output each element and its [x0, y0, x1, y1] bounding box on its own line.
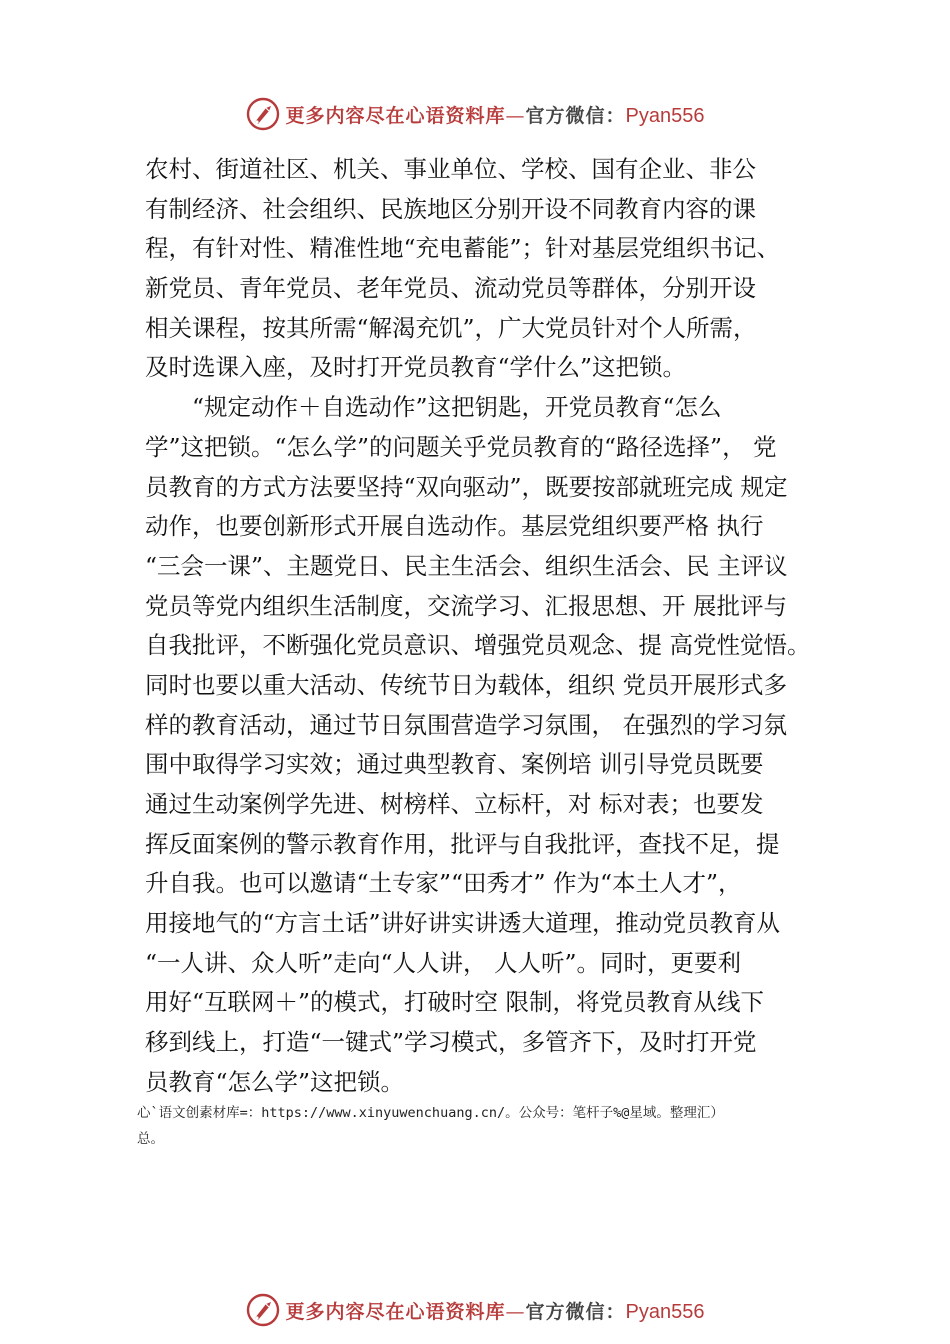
banner-text — [286, 101, 705, 128]
body-line: 农村、街道社区、机关、事业单位、学校、国有企业、非公 — [145, 155, 756, 183]
body-line: 通过生动案例学先进、树榜样、立标杆，对 标对表；也要发 — [145, 790, 764, 818]
body-line: “三会一课”、主题党日、民主生活会、组织生活会、民 主评议 — [145, 551, 788, 580]
body-line: 挥反面案例的警示教育作用，批评与自我批评，查找不足，提 — [145, 829, 780, 858]
body-line: 员教育的方式方法要坚持“双向驱动”，既要按部就班完成 规定 — [145, 472, 788, 501]
body-line: 及时选课入座，及时打开党员教育“学什么”这把锁。 — [145, 353, 687, 382]
body-line: 用接地气的“方言土话”讲好讲实讲透大道理，推动党员教育从 — [145, 909, 781, 938]
body-line: 动作，也要创新形式开展自选动作。基层党组织要严格 执行 — [145, 512, 764, 541]
pen-nib-logo-icon — [246, 1293, 280, 1327]
banner-wechat-id: Pyan556 — [625, 1300, 705, 1323]
footer-banner — [0, 1290, 950, 1330]
document-body — [145, 150, 835, 1103]
body-line: 移到线上，打造“一键式”学习模式，多管齐下，及时打开党 — [145, 1028, 757, 1057]
body-line: 新党员、青年党员、老年党员、流动党员等群体，分别开设 — [145, 274, 756, 303]
body-line: 同时也要以重大活动、传统节日为载体，组织 党员开展形式多 — [145, 670, 787, 699]
body-line: 相关课程，按其所需“解渴充饥”，广大党员针对个人所需， — [145, 313, 757, 342]
body-line: 党员等党内组织生活制度，交流学习、汇报思想、开 展批评与 — [145, 591, 787, 620]
footnote-line: 总。 — [137, 1131, 164, 1147]
pen-nib-logo-icon — [246, 97, 280, 131]
body-line: 有制经济、社会组织、民族地区分别开设不同教育内容的课 — [145, 194, 756, 223]
body-line: “一人讲、众人听”走向“人人讲， 人人听”。同时，更要利 — [145, 948, 742, 977]
body-line: 程，有针对性、精准性地“充电蓄能”；针对基层党组织书记、 — [145, 234, 781, 263]
banner-text — [286, 1297, 705, 1324]
banner-main-text: 更多内容尽在心语资料库 — [285, 104, 506, 127]
body-line: 员教育“怎么学”这把锁。 — [145, 1067, 405, 1096]
banner-dash: — — [505, 1300, 526, 1323]
body-line: 样的教育活动，通过节日氛围营造学习氛围， 在强烈的学习氛 — [145, 710, 787, 739]
body-line: 学”这把锁。“怎么学”的问题关乎党员教育的“路径选择”， 党 — [145, 432, 777, 461]
body-line: “规定动作＋自选动作”这把钥匙，开党员教育“怎么 — [145, 393, 722, 422]
body-line: 升自我。也可以邀请“土专家”“田秀才” 作为“本土人才”， — [145, 869, 742, 898]
body-line: 自我批评，不断强化党员意识、增强党员观念、提 高党性觉悟。 — [145, 631, 811, 660]
banner-dash: — — [505, 104, 526, 127]
header-banner — [0, 94, 950, 134]
banner-official-label: 官方微信： — [525, 104, 626, 127]
body-line: 用好“互联网＋”的模式，打破时空 限制，将党员教育从线下 — [145, 988, 764, 1017]
banner-official-label: 官方微信： — [525, 1300, 626, 1323]
banner-main-text: 更多内容尽在心语资料库 — [285, 1300, 506, 1323]
footnote-line: 心`语文创素材库=：https://www.xinyuwenchuang.cn/。公众号：笔杆子%@星域。整理汇） — [137, 1105, 724, 1121]
body-line: 围中取得学习实效；通过典型教育、案例培 训引导党员既要 — [145, 750, 764, 779]
source-footnote — [137, 1100, 837, 1152]
banner-wechat-id: Pyan556 — [625, 104, 705, 127]
